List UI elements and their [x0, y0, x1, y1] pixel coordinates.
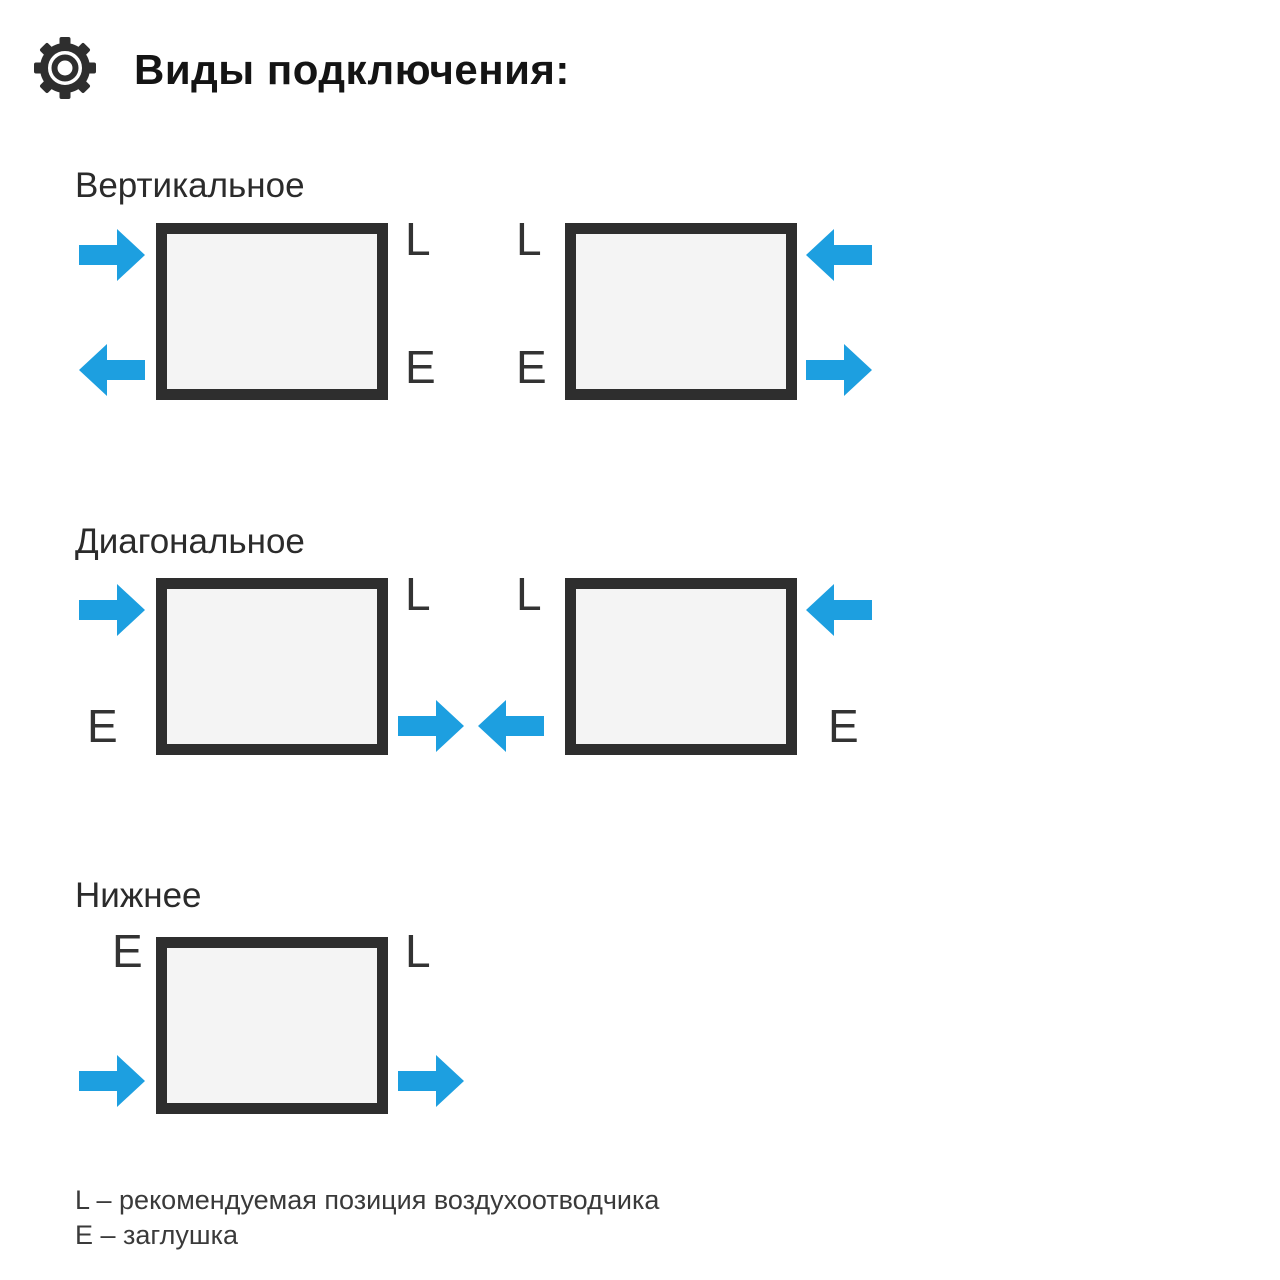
- radiator-body: [565, 223, 797, 400]
- air-vent-label: L: [405, 213, 431, 265]
- plug-label: E: [405, 341, 436, 393]
- air-vent-label: L: [405, 568, 431, 620]
- plug-label: E: [87, 700, 118, 752]
- radiator-body: [156, 223, 388, 400]
- section-diagonal-title: Диагональное: [75, 522, 305, 561]
- legend-air-vent: L – рекомендуемая позиция воздухоотводчика: [75, 1185, 660, 1215]
- plug-label: E: [112, 925, 143, 977]
- radiator-body: [156, 937, 388, 1114]
- legend-plug: E – заглушка: [75, 1220, 239, 1250]
- flow-in-arrow-left-icon: [806, 226, 872, 284]
- plug-label: E: [828, 700, 859, 752]
- air-vent-label: L: [405, 925, 431, 977]
- section-vertical-title: Вертикальное: [75, 166, 305, 205]
- radiator-body: [565, 578, 797, 755]
- flow-in-arrow-right-icon: [79, 1052, 145, 1110]
- flow-in-arrow-right-icon: [79, 226, 145, 284]
- page-title: Виды подключения:: [134, 46, 570, 93]
- flow-out-arrow-left-icon: [79, 341, 145, 399]
- air-vent-label: L: [516, 568, 542, 620]
- flow-out-arrow-right-icon: [398, 697, 464, 755]
- gear-icon: [33, 36, 97, 100]
- flow-out-arrow-left-icon: [478, 697, 544, 755]
- flow-out-arrow-right-icon: [398, 1052, 464, 1110]
- radiator-body: [156, 578, 388, 755]
- flow-out-arrow-right-icon: [806, 341, 872, 399]
- flow-in-arrow-left-icon: [806, 581, 872, 639]
- air-vent-label: L: [516, 213, 542, 265]
- section-bottom-title: Нижнее: [75, 876, 202, 915]
- plug-label: E: [516, 341, 547, 393]
- flow-in-arrow-right-icon: [79, 581, 145, 639]
